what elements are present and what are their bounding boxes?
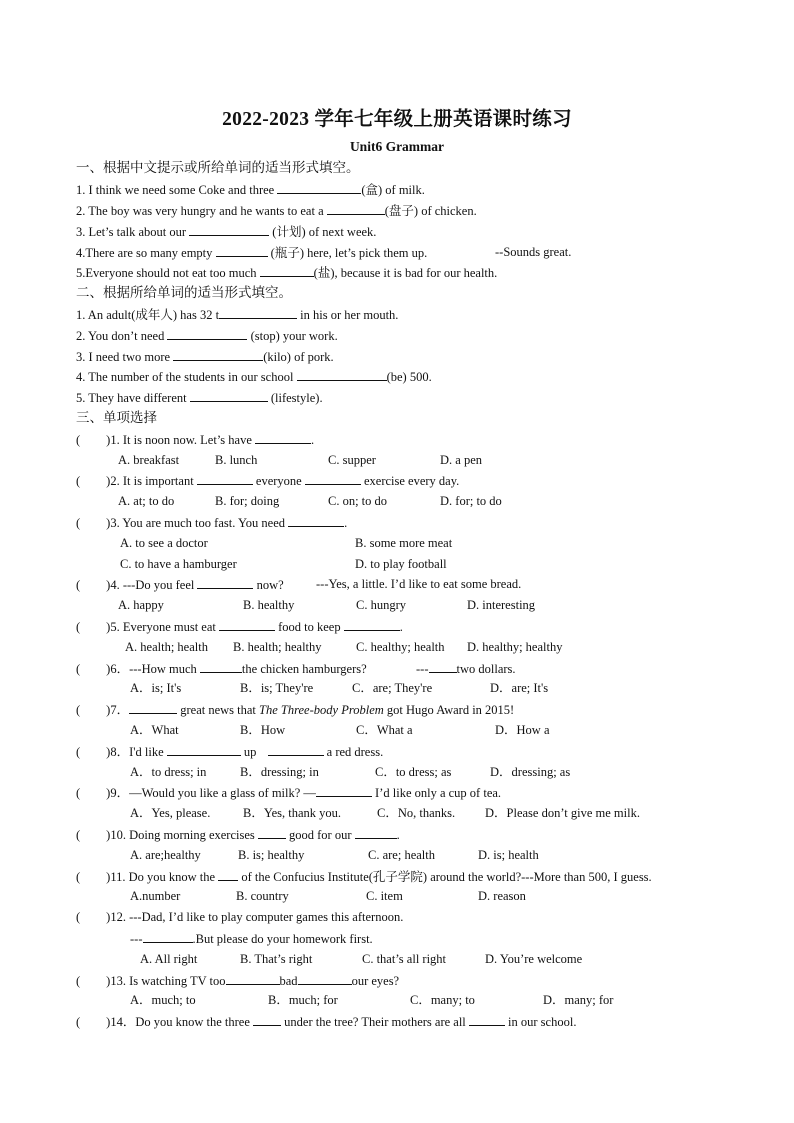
option-d[interactable]: D. healthy; healthy <box>467 640 563 654</box>
option-a[interactable]: A. to see a doctor <box>120 536 208 550</box>
answer-paren-open[interactable]: ( <box>76 870 81 884</box>
mc-question-1 <box>76 431 314 448</box>
question-text: food to keep <box>275 620 344 634</box>
option-c[interactable]: C. to have a hamburger <box>120 557 237 571</box>
option-c[interactable]: C．What a <box>356 723 413 737</box>
option-b[interactable]: B．much; for <box>268 993 338 1007</box>
answer-blank[interactable] <box>277 181 361 194</box>
option-a[interactable]: A．to dress; in <box>130 765 207 779</box>
question-text: bad <box>279 974 298 988</box>
answer-paren-close: ) <box>106 786 111 800</box>
option-a[interactable]: A. are;healthy <box>130 848 201 862</box>
question-text: 5. Everyone must eat <box>110 620 219 634</box>
answer-paren-close: ) <box>106 578 111 592</box>
answer-paren-close: ) <box>106 703 111 717</box>
question-text: (盐), because it is bad for our health. <box>313 266 498 280</box>
answer-blank[interactable] <box>260 264 314 277</box>
answer-blank <box>129 701 177 714</box>
option-c[interactable]: C. are; health <box>368 848 435 862</box>
option-a[interactable]: A．Yes, please. <box>130 806 211 820</box>
question-text: 12. ---Dad, I’d like to play computer games this afternoon. <box>110 910 404 924</box>
mc-question-10 <box>76 826 400 843</box>
question-text: (stop) your work. <box>247 329 338 343</box>
question-text: (kilo) of pork. <box>263 350 334 364</box>
answer-paren-close: ) <box>106 1015 111 1029</box>
answer-blank <box>298 972 352 985</box>
answer-paren-open[interactable]: ( <box>76 745 81 759</box>
answer-blank[interactable] <box>297 368 387 381</box>
question-text: (be) 500. <box>386 370 432 384</box>
answer-paren-close: ) <box>106 662 111 676</box>
s1-question-5 <box>76 264 497 281</box>
question-text: 2. It is important <box>110 474 197 488</box>
s2-question-5 <box>76 389 323 406</box>
option-a[interactable]: A．What <box>130 723 179 737</box>
question-text: two dollars. <box>456 662 516 676</box>
answer-blank <box>288 514 344 527</box>
mc-question-4-reply: ---Yes, a little. I’d like to eat some bread. <box>316 577 522 591</box>
option-b[interactable]: B. some more meat <box>355 536 453 550</box>
page-title: 2022-2023 学年七年级上册英语课时练习 <box>222 109 572 130</box>
question-text: got Hugo Award in 2015! <box>383 703 515 717</box>
question-text: 1. It is noon now. Let’s have <box>110 433 255 447</box>
answer-paren-close: ) <box>106 516 111 530</box>
mc-question-12-reply <box>130 930 373 947</box>
answer-blank[interactable] <box>167 327 247 340</box>
option-d[interactable]: D. You’re welcome <box>485 952 583 966</box>
section-2-heading: 二、根据所给单词的适当形式填空。 <box>76 285 292 300</box>
question-text: . <box>344 516 348 530</box>
question-text: our eyes? <box>351 974 400 988</box>
mc-question-5 <box>76 618 403 635</box>
option-c[interactable]: C. supper <box>328 453 376 467</box>
option-c[interactable]: C. on; to do <box>328 494 388 508</box>
option-d[interactable]: D. to play football <box>355 557 447 571</box>
option-a[interactable]: A. All right <box>140 952 198 966</box>
question-text: 2. You don’t need <box>76 329 168 343</box>
answer-blank <box>226 972 280 985</box>
question-text: 13. Is watching TV too <box>110 974 226 988</box>
option-b[interactable]: B. That’s right <box>240 952 313 966</box>
question-text: 7． <box>110 703 130 717</box>
option-b[interactable]: B. lunch <box>215 453 258 467</box>
option-d[interactable]: D．many; for <box>543 993 614 1007</box>
question-text: --- <box>416 662 429 676</box>
s1-question-2 <box>76 202 477 219</box>
option-b[interactable]: B. health; healthy <box>233 640 322 654</box>
answer-blank <box>218 868 238 881</box>
question-text: 4. The number of the students in our school <box>76 370 297 384</box>
option-b[interactable]: B．is; They're <box>240 681 314 695</box>
s2-question-4 <box>76 368 432 385</box>
answer-blank <box>268 743 324 756</box>
answer-paren-close: ) <box>106 745 111 759</box>
option-c[interactable]: C. that’s all right <box>362 952 447 966</box>
option-d[interactable]: D．How a <box>495 723 550 737</box>
answer-blank <box>197 576 253 589</box>
option-c[interactable]: C．No, thanks. <box>377 806 456 820</box>
section-3-heading: 三、单项选择 <box>76 410 157 425</box>
option-b[interactable]: B．How <box>240 723 286 737</box>
option-c[interactable]: C. item <box>366 889 403 903</box>
question-text: 6．---How much <box>110 662 200 676</box>
question-text: I’d like only a cup of tea. <box>371 786 502 800</box>
option-c[interactable]: C．are; They're <box>352 681 433 695</box>
mc-question-6 <box>76 660 367 677</box>
question-text: good for our <box>285 828 355 842</box>
question-text: in our school. <box>504 1015 577 1029</box>
question-text: under the tree? Their mothers are all <box>281 1015 469 1029</box>
question-text: exercise every day. <box>360 474 460 488</box>
question-text: up <box>240 745 260 759</box>
answer-paren-close: ) <box>106 433 111 447</box>
answer-paren-open[interactable]: ( <box>76 474 81 488</box>
question-text: 2. The boy was very hungry and he wants to eat a <box>76 204 327 218</box>
answer-paren-open[interactable]: ( <box>76 703 81 717</box>
option-d[interactable]: D. interesting <box>467 598 536 612</box>
answer-blank <box>469 1013 505 1026</box>
section-1-heading: 一、根据中文提示或所给单词的适当形式填空。 <box>76 160 360 175</box>
question-text: (瓶子) here, let’s pick them up. <box>267 246 428 260</box>
option-d[interactable]: D．Please don’t give me milk. <box>485 806 640 820</box>
option-b[interactable]: B. is; healthy <box>238 848 305 862</box>
s1-question-4 <box>76 244 427 261</box>
book-title: The Three-body Problem <box>259 703 384 717</box>
answer-blank <box>344 618 400 631</box>
mc-question-8 <box>76 743 383 760</box>
mc-question-2 <box>76 472 459 489</box>
option-a[interactable]: A. health; health <box>125 640 208 654</box>
answer-paren-open[interactable]: ( <box>76 620 81 634</box>
question-text: 3. Let’s talk about our <box>76 225 190 239</box>
s1-question-1 <box>76 181 425 198</box>
answer-blank[interactable] <box>173 348 263 361</box>
question-text: . <box>399 620 403 634</box>
answer-blank <box>429 660 457 673</box>
option-c[interactable]: C．many; to <box>410 993 475 1007</box>
mc-question-3 <box>76 514 347 531</box>
answer-paren-open[interactable]: ( <box>76 516 81 530</box>
option-a[interactable]: A. happy <box>118 598 164 612</box>
answer-blank <box>167 743 241 756</box>
question-text: 8．I'd like <box>110 745 167 759</box>
option-d[interactable]: D. reason <box>478 889 526 903</box>
question-text: a red dress. <box>323 745 384 759</box>
question-text: 5. They have different <box>76 391 190 405</box>
mc-question-6-reply <box>416 660 516 677</box>
answer-blank <box>143 930 193 943</box>
option-b[interactable]: B. country <box>236 889 289 903</box>
option-a[interactable]: A.number <box>130 889 181 903</box>
answer-blank <box>355 826 397 839</box>
answer-blank[interactable] <box>216 244 268 257</box>
answer-paren-close: ) <box>106 910 111 924</box>
option-a[interactable]: A．is; It's <box>130 681 182 695</box>
question-text: now? <box>253 578 284 592</box>
option-c[interactable]: C. hungry <box>356 598 406 612</box>
option-d[interactable]: D. for; to do <box>440 494 502 508</box>
option-b[interactable]: B. for; doing <box>215 494 280 508</box>
answer-blank[interactable] <box>189 223 269 236</box>
question-text: (盘子) of chicken. <box>384 204 477 218</box>
mc-question-12 <box>76 909 403 925</box>
answer-blank <box>197 472 253 485</box>
question-text: 14．Do you know the three <box>110 1015 254 1029</box>
answer-blank <box>200 660 242 673</box>
option-b[interactable]: B．dressing; in <box>240 765 319 779</box>
question-text: 9．—Would you like a glass of milk? — <box>110 786 316 800</box>
question-text: . <box>311 433 315 447</box>
question-text: (计划) of next week. <box>269 225 377 239</box>
mc-question-14 <box>76 1013 576 1030</box>
mc-question-11 <box>76 868 652 885</box>
option-d[interactable]: D．dressing; as <box>490 765 571 779</box>
answer-paren-open[interactable]: ( <box>76 1015 81 1029</box>
question-text: . <box>396 828 400 842</box>
question-text: 1. I think we need some Coke and three <box>76 183 278 197</box>
question-text: great news that <box>177 703 260 717</box>
question-text: 5.Everyone should not eat too much <box>76 266 260 280</box>
page-subtitle: Unit6 Grammar <box>349 139 445 154</box>
answer-blank[interactable] <box>219 306 297 319</box>
question-text: 11. Do you know the <box>110 870 219 884</box>
answer-paren-close: ) <box>106 974 111 988</box>
answer-paren-open[interactable]: ( <box>76 662 81 676</box>
question-text: of the Confucius Institute(孔子学院) around the world?---More than 500, I guess. <box>238 870 652 884</box>
question-text: 3. I need two more <box>76 350 174 364</box>
option-a[interactable]: A. at; to do <box>118 494 175 508</box>
answer-blank <box>219 618 275 631</box>
answer-paren-open[interactable]: ( <box>76 578 81 592</box>
answer-blank <box>253 1013 281 1026</box>
option-d[interactable]: D. is; health <box>478 848 539 862</box>
answer-paren-open[interactable]: ( <box>76 910 81 924</box>
answer-paren-close: ) <box>106 828 111 842</box>
question-text: 4.There are so many empty <box>76 246 216 260</box>
mc-question-13 <box>76 972 399 989</box>
question-text: 4. ---Do you feel <box>110 578 198 592</box>
option-b[interactable]: B．Yes, thank you. <box>243 806 342 820</box>
answer-paren-close: ) <box>106 474 111 488</box>
option-a[interactable]: A．much; to <box>130 993 196 1007</box>
answer-blank[interactable] <box>327 202 385 215</box>
answer-paren-open[interactable]: ( <box>76 433 81 447</box>
answer-blank[interactable] <box>190 389 268 402</box>
question-text: 1. An adult(成年人) has 32 t <box>76 308 220 322</box>
answer-paren-open[interactable]: ( <box>76 974 81 988</box>
s1-question-4-reply: --Sounds great. <box>495 245 572 259</box>
question-text: (盒) of milk. <box>361 183 425 197</box>
answer-blank <box>255 431 311 444</box>
mc-question-9 <box>76 784 501 801</box>
question-text: 10. Doing morning exercises <box>110 828 258 842</box>
question-text: in his or her mouth. <box>297 308 399 322</box>
option-b[interactable]: B. healthy <box>243 598 295 612</box>
answer-paren-open[interactable]: ( <box>76 828 81 842</box>
question-text: (lifestyle). <box>267 391 323 405</box>
question-text: 3. You are much too fast. You need <box>110 516 289 530</box>
answer-paren-open[interactable]: ( <box>76 786 81 800</box>
s2-question-1 <box>76 306 398 323</box>
mc-question-7 <box>76 701 514 718</box>
answer-blank <box>305 472 361 485</box>
option-a[interactable]: A. breakfast <box>118 453 180 467</box>
question-text: .But please do your homework first. <box>192 932 373 946</box>
option-c[interactable]: C．to dress; as <box>375 765 452 779</box>
answer-paren-close: ) <box>106 870 111 884</box>
question-text: everyone <box>252 474 305 488</box>
mc-question-4 <box>76 576 284 593</box>
s1-question-3 <box>76 223 376 240</box>
answer-paren-close: ) <box>106 620 111 634</box>
option-c[interactable]: C. healthy; health <box>356 640 445 654</box>
s2-question-3 <box>76 348 334 365</box>
option-d[interactable]: D. a pen <box>440 453 482 467</box>
question-text: --- <box>130 932 143 946</box>
question-text: the chicken hamburgers? <box>241 662 367 676</box>
s2-question-2 <box>76 327 338 344</box>
option-d[interactable]: D．are; It's <box>490 681 549 695</box>
answer-blank <box>258 826 286 839</box>
answer-blank <box>316 784 372 797</box>
